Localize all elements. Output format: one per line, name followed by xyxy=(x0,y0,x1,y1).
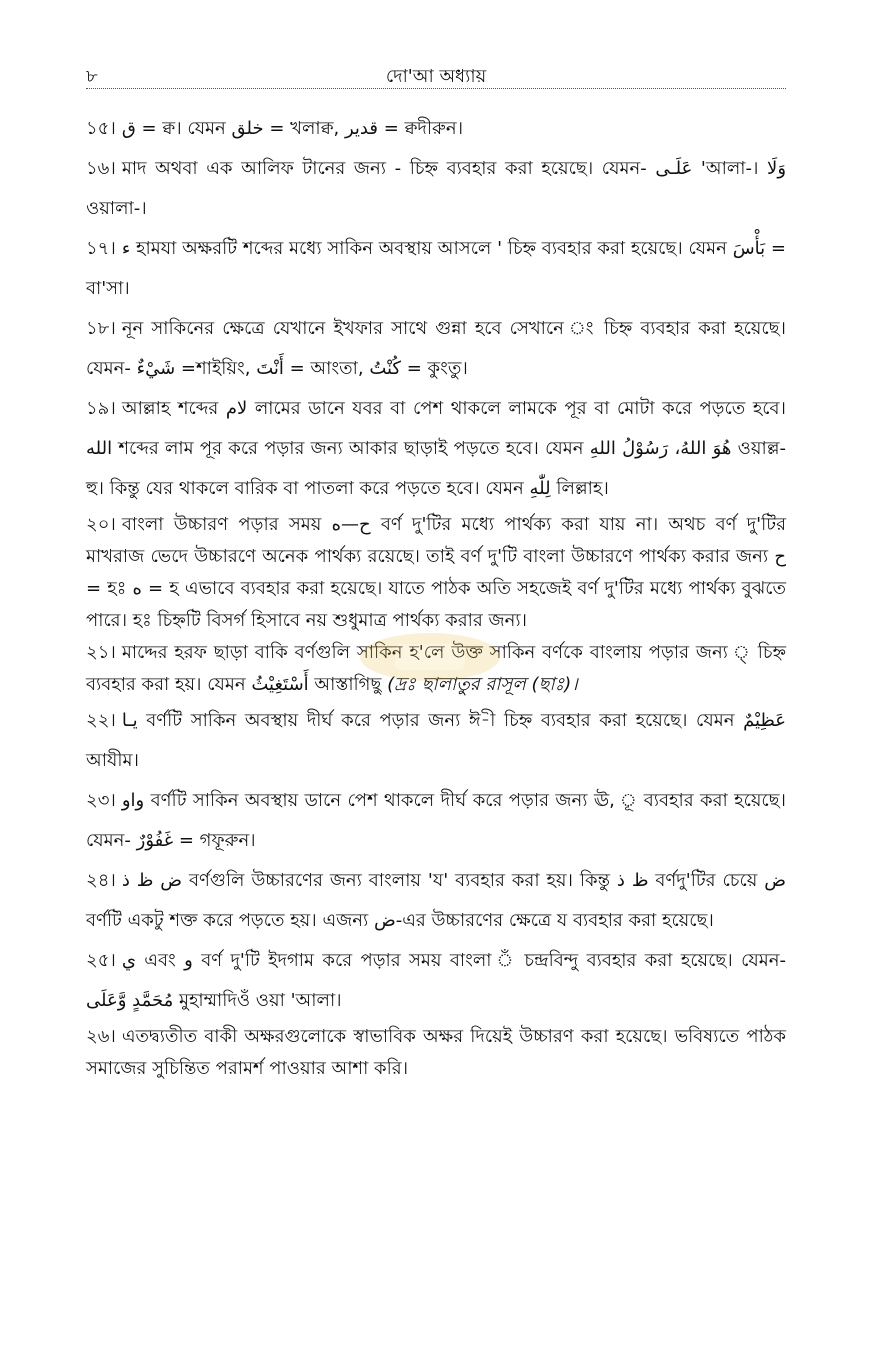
rule-19: ১৯। আল্লাহ শব্দের لام লামের ডানে যবর বা পেশ থাকলে লামকে পূর বা মোটা করে পড়তে হবে। الله শব্দের লাম পূর করে পড়ার জন্য আকার ছাড়াই পড়তে হবে। যেমন هُوَ اللهُ، رَسُوْلُ اللهِ ওয়াল্ল-হু। কিন্তু যের থাকলে বারিক বা পাতলা করে পড়তে হবে। যেমন لِلّٰهِ লিল্লাহ। xyxy=(86,398,786,499)
rule-16: ১৬। মাদ অথবা এক আলিফ টানের জন্য - চিহ্ন ব্যবহার করা হয়েছে। যেমন- عَلَـى 'আলা-। وَلَا ওয়ালা-। xyxy=(86,158,787,219)
rule-22: ২২। يـا বর্ণটি সাকিন অবস্থায় দীর্ঘ করে পড়ার জন্য ঈ-ী চিহ্ন ব্যবহার করা হয়েছে। যেমন عَظِيْمٌ আযীম। xyxy=(86,710,786,771)
rule-17: ১৭। ء হামযা অক্ষরটি শব্দের মধ্যে সাকিন অবস্থায় আসলে ' চিহ্ন ব্যবহার করা হয়েছে। যেমন بَأْسَ = বা'সা। xyxy=(86,238,786,299)
rule-15: ১৫। ق = ক্ব। যেমন خلق = খলাক্ব, قدير = ক্বদীরুন। xyxy=(86,118,464,139)
document-page xyxy=(86,58,786,1085)
rule-25: ২৫। ي এবং و বর্ণ দু'টি ইদগাম করে পড়ার সময় বাংলা ঁ চন্দ্রবিন্দু ব্যবহার করা হয়েছে। যেমন- مُحَمَّدٍ وَّعَلَى মুহাম্মাদিওঁ ওয়া 'আলা। xyxy=(86,950,787,1011)
rule-20: ২০। বাংলা উচ্চারণ পড়ার সময় ح—ه বর্ণ দু'টির মধ্যে পার্থক্য করা যায় না। অথচ বর্ণ দু'টির মাখরাজ ভেদে উচ্চারণে অনেক পার্থক্য রয়েছে। তাই বর্ণ দু'টি বাংলা উচ্চারণে পার্থক্য করার জন্য ح = হঃ ه = হ এভাবে ব্যবহার করা হয়েছে। যাতে পাঠক অতি সহজেই বর্ণ দু'টির মধ্যে পার্থক্য বুঝতে পারে। হঃ চিহ্নটি বিসর্গ হিসাবে নয় শুধুমাত্র পার্থক্য করার জন্য। xyxy=(86,514,786,631)
rule-26: ২৬। এতদ্ব্যতীত বাকী অক্ষরগুলোকে স্বাভাবিক অক্ষর দিয়েই উচ্চারণ করা হয়েছে। ভবিষ্যতে পাঠক সমাজের সুচিন্তিত পরামর্শ পাওয়ার আশা করি। xyxy=(86,1026,786,1079)
page-header xyxy=(86,58,786,89)
rules-list xyxy=(86,109,786,1085)
rule-21: ২১। মাদ্দের হরফ ছাড়া বাকি বর্ণগুলি সাকিন হ'লে উক্ত সাকিন বর্ণকে বাংলায় পড়ার জন্য ্ চিহ্ন ব্যবহার করা হয়। যেমন أَسْتَغِيْثُ আস্তাগিছু (দ্রঃ ছালাতুর রাসূল (ছাঃ)। xyxy=(86,642,786,695)
chapter-title: দো'আ অধ্যায় xyxy=(385,66,487,87)
page-number: ৮ xyxy=(86,66,98,87)
rule-24: ২৪। ض ظ ذ বর্ণগুলি উচ্চারণের জন্য বাংলায় 'য' ব্যবহার করা হয়। কিন্তু ظ ذ বর্ণদু'টির চেয়ে ض বর্ণটি একটু শক্ত করে পড়তে হয়। এজন্য ض-এর উচ্চারণের ক্ষেত্রে য ব্যবহার করা হয়েছে। xyxy=(86,870,787,931)
rule-18: ১৮। নূন সাকিনের ক্ষেত্রে যেখানে ইখফার সাথে গুন্না হবে সেখানে ং চিহ্ন ব্যবহার করা হয়েছে। যেমন- شَيْءٌ =শাইয়িং, أَنْتَ = আংতা, كُنْتُ = কুংতু। xyxy=(86,318,786,379)
rule-23: ২৩। واو বর্ণটি সাকিন অবস্থায় ডানে পেশ থাকলে দীর্ঘ করে পড়ার জন্য ঊ, ূ ব্যবহার করা হয়েছে। যেমন- غَفُوْرٌ = গফূরুন। xyxy=(86,790,786,851)
rule-21-reference: (দ্রঃ ছালাতুর রাসূল (ছাঃ)। xyxy=(387,674,578,695)
